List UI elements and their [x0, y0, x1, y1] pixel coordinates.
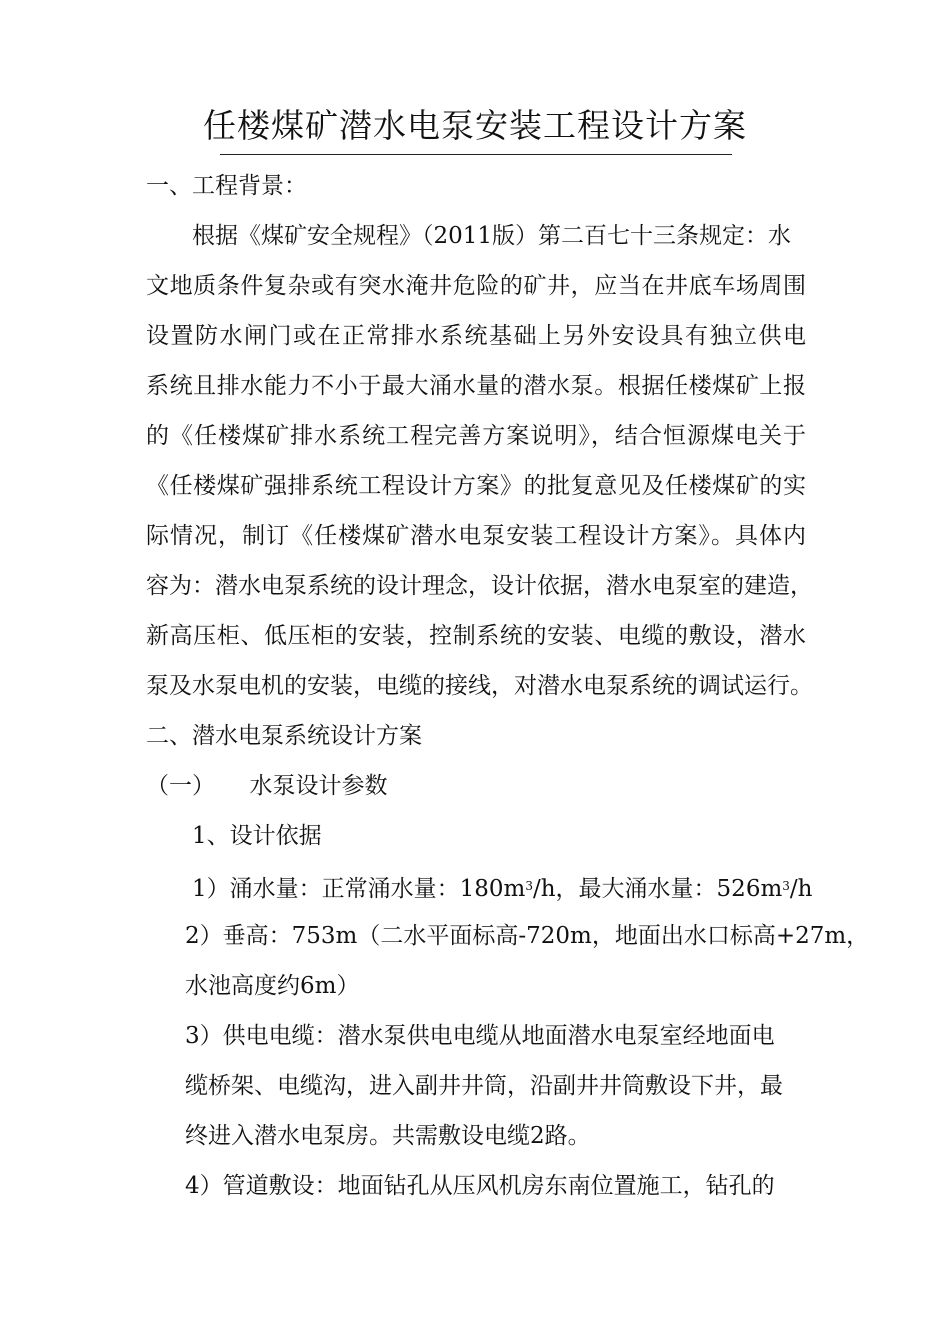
height-line: 2）垂高：753m（二水平面标高-720m，地面出水口标高+27m， [185, 923, 870, 949]
water-inflow-mid: /h，最大涌水量：526m [532, 876, 783, 902]
paragraph-line: 泵及水泵电机的安装，电缆的接线，对潜水电泵系统的调试运行。 [146, 673, 813, 699]
unit-superscript: 3 [525, 879, 533, 893]
paragraph-line: 新高压柜、低压柜的安装，控制系统的安装、电缆的敷设，潜水 [146, 623, 806, 649]
unit-superscript: 3 [782, 879, 790, 893]
paragraph-line: 容为：潜水电泵系统的设计理念，设计依据，潜水电泵室的建造， [146, 573, 813, 599]
section1-heading: 一、工程背景： [146, 173, 307, 199]
pipe-line: 4）管道敷设：地面钻孔从压风机房东南位置施工，钻孔的 [185, 1173, 775, 1199]
water-inflow-line [192, 871, 812, 904]
item-heading: 1、设计依据 [192, 823, 322, 849]
document-title: 任楼煤矿潜水电泵安装工程设计方案 [203, 106, 747, 145]
paragraph-line: 系统且排水能力不小于最大涌水量的潜水泵。根据任楼煤矿上报 [146, 373, 806, 399]
title-underline [220, 154, 732, 155]
paragraph-line: 文地质条件复杂或有突水淹井危险的矿井，应当在井底车场周围 [146, 273, 806, 299]
water-inflow-suffix: /h [789, 876, 813, 902]
paragraph-line: 《任楼煤矿强排系统工程设计方案》的批复意见及任楼煤矿的实 [146, 473, 806, 499]
cable-line: 3）供电电缆：潜水泵供电电缆从地面潜水电泵室经地面电 [185, 1023, 775, 1049]
water-inflow-prefix: 1）涌水量：正常涌水量：180m [192, 876, 526, 902]
paragraph-line: 设置防水闸门或在正常排水系统基础上另外安设具有独立供电 [146, 323, 806, 349]
cable-line: 缆桥架、电缆沟，进入副井井筒，沿副井井筒敷设下井，最 [185, 1073, 783, 1099]
paragraph-line: 的《任楼煤矿排水系统工程完善方案说明》，结合恒源煤电关于 [146, 423, 806, 449]
height-line: 水池高度约6m） [185, 973, 360, 999]
subsection-heading: （一） 水泵设计参数 [146, 773, 388, 799]
section2-heading: 二、潜水电泵系统设计方案 [146, 723, 422, 749]
paragraph-line: 际情况，制订《任楼煤矿潜水电泵安装工程设计方案》。具体内 [146, 523, 806, 549]
paragraph-line: 根据《煤矿安全规程》（2011版）第二百七十三条规定：水 [192, 223, 792, 249]
cable-line: 终进入潜水电泵房。共需敷设电缆2路。 [185, 1123, 591, 1149]
